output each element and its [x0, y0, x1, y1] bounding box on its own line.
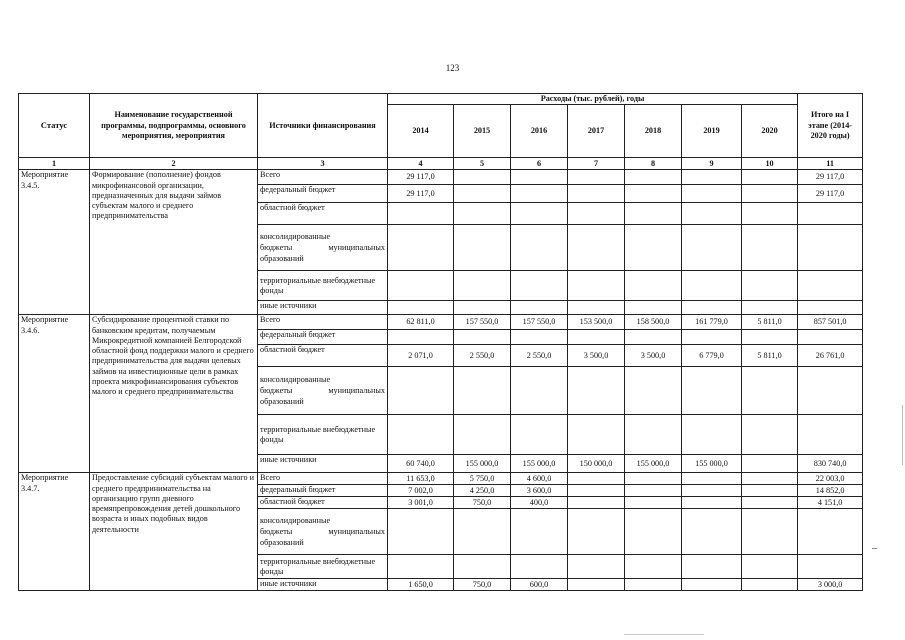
column-number: 7: [568, 158, 625, 170]
year-value: 2 071,0: [388, 345, 454, 367]
year-value: [568, 473, 625, 485]
header-year: 2018: [625, 105, 682, 158]
year-value: [742, 271, 798, 301]
year-value: [454, 203, 511, 225]
total-value: [798, 330, 863, 345]
column-number: 9: [682, 158, 742, 170]
column-number: 8: [625, 158, 682, 170]
source-word: бюджеты: [260, 527, 293, 537]
source-consolidated: [258, 367, 388, 415]
total-value: 4 151,0: [798, 497, 863, 509]
year-value: 6 779,0: [682, 345, 742, 367]
year-value: [511, 330, 568, 345]
year-value: [388, 301, 454, 315]
year-value: 155 000,0: [454, 455, 511, 473]
year-value: [454, 367, 511, 415]
page-number: 123: [445, 63, 460, 73]
year-value: [742, 455, 798, 473]
year-value: [568, 185, 625, 203]
scan-bottom-mark: [624, 634, 704, 635]
source-all: Всего: [258, 170, 388, 185]
year-value: 400,0: [511, 497, 568, 509]
column-number: 4: [388, 158, 454, 170]
measure-status: Мероприятие 3.4.6.: [19, 315, 90, 473]
source-regional: областной бюджет: [258, 345, 388, 367]
year-value: [625, 301, 682, 315]
total-value: [798, 509, 863, 555]
year-value: [625, 330, 682, 345]
year-value: [742, 301, 798, 315]
year-value: [511, 555, 568, 579]
year-value: [682, 330, 742, 345]
column-number: 6: [511, 158, 568, 170]
source-territorial: территориальные внебюджетные фонды: [258, 271, 388, 301]
source-line: [260, 242, 385, 253]
year-value: 62 811,0: [388, 315, 454, 330]
column-number: 5: [454, 158, 511, 170]
header-source: Источники финансирования: [258, 94, 388, 158]
year-value: 7 002,0: [388, 485, 454, 497]
column-number: 11: [798, 158, 863, 170]
header-year: 2020: [742, 105, 798, 158]
year-value: 4 250,0: [454, 485, 511, 497]
header-year: 2014: [388, 105, 454, 158]
year-value: [682, 579, 742, 591]
year-value: [742, 415, 798, 455]
year-value: 3 600,0: [511, 485, 568, 497]
year-value: [388, 555, 454, 579]
year-value: [511, 170, 568, 185]
year-value: [454, 170, 511, 185]
source-line: образований: [260, 538, 304, 548]
year-value: [625, 185, 682, 203]
header-total: Итого на I этапе (2014-2020 годы): [798, 94, 863, 158]
year-value: 155 000,0: [511, 455, 568, 473]
year-value: [568, 271, 625, 301]
year-value: [682, 367, 742, 415]
source-other: иные источники: [258, 579, 388, 591]
year-value: 29 117,0: [388, 185, 454, 203]
source-line: образований: [260, 397, 304, 407]
year-value: [682, 301, 742, 315]
year-value: 5 811,0: [742, 315, 798, 330]
year-value: [682, 225, 742, 271]
source-regional: областной бюджет: [258, 203, 388, 225]
source-line: консолидированные: [260, 375, 331, 385]
total-value: [798, 555, 863, 579]
column-number: 10: [742, 158, 798, 170]
table-row: [19, 315, 863, 330]
year-value: [742, 185, 798, 203]
year-value: [568, 170, 625, 185]
year-value: [742, 367, 798, 415]
year-value: [568, 301, 625, 315]
header-status: Статус: [19, 94, 90, 158]
total-value: 29 117,0: [798, 170, 863, 185]
year-value: [682, 485, 742, 497]
year-value: [625, 473, 682, 485]
year-value: [511, 203, 568, 225]
measure-status: Мероприятие 3.4.5.: [19, 170, 90, 315]
year-value: [454, 330, 511, 345]
source-consolidated: [258, 509, 388, 555]
year-value: [511, 509, 568, 555]
year-value: [682, 473, 742, 485]
source-federal: федеральный бюджет: [258, 330, 388, 345]
year-value: 157 550,0: [511, 315, 568, 330]
year-value: 5 750,0: [454, 473, 511, 485]
year-value: 3 500,0: [625, 345, 682, 367]
year-value: [682, 555, 742, 579]
source-regional: областной бюджет: [258, 497, 388, 509]
total-value: 26 761,0: [798, 345, 863, 367]
header-name: Наименование государственной программы, подпрограммы, основного мероприятия, мероприятия: [90, 94, 258, 158]
source-other: иные источники: [258, 455, 388, 473]
year-value: [682, 170, 742, 185]
year-value: 3 500,0: [568, 345, 625, 367]
year-value: [742, 497, 798, 509]
header-year: 2016: [511, 105, 568, 158]
year-value: [742, 509, 798, 555]
year-value: [568, 415, 625, 455]
year-value: [568, 203, 625, 225]
year-value: 29 117,0: [388, 170, 454, 185]
header-expenses: Расходы (тыс. рублей), годы: [388, 94, 798, 105]
source-federal: федеральный бюджет: [258, 485, 388, 497]
total-value: 857 501,0: [798, 315, 863, 330]
year-value: 158 500,0: [625, 315, 682, 330]
source-line: [260, 385, 385, 396]
total-value: 3 000,0: [798, 579, 863, 591]
year-value: [568, 225, 625, 271]
measure-name: Формирование (пополнение) фондов микрофинансовой организации, предназначенных для выдачи займов субъектам малого и среднего предпринимательства: [90, 170, 258, 315]
source-word: муниципальных: [328, 527, 385, 537]
year-value: [388, 225, 454, 271]
year-value: [625, 203, 682, 225]
year-value: 153 500,0: [568, 315, 625, 330]
budget-table: [18, 93, 863, 591]
year-value: [511, 415, 568, 455]
year-value: [568, 330, 625, 345]
year-value: [454, 509, 511, 555]
scan-dash-mark: [872, 548, 877, 549]
year-value: [742, 555, 798, 579]
year-value: [682, 415, 742, 455]
column-number: 1: [19, 158, 90, 170]
measure-name: Субсидирование процентной ставки по банковским кредитам, получаемым Микрокредитной компанией Белгородской областной фонд поддержки малого и среднего предпринимательства для выдачи целевых займов на инвестиционные цели в рамках проекта микрофинансирования субъектов малого и среднего предпринимательства: [90, 315, 258, 473]
year-value: 600,0: [511, 579, 568, 591]
source-word: муниципальных: [328, 243, 385, 253]
total-value: [798, 301, 863, 315]
table-body: [19, 170, 863, 591]
year-value: [568, 367, 625, 415]
year-value: 11 653,0: [388, 473, 454, 485]
year-value: [388, 271, 454, 301]
year-value: 161 779,0: [682, 315, 742, 330]
year-value: [625, 271, 682, 301]
year-value: [742, 473, 798, 485]
year-value: 155 000,0: [682, 455, 742, 473]
header-year: 2017: [568, 105, 625, 158]
year-value: [454, 185, 511, 203]
year-value: [625, 497, 682, 509]
total-value: [798, 271, 863, 301]
total-value: 830 740,0: [798, 455, 863, 473]
year-value: [568, 579, 625, 591]
year-value: [454, 271, 511, 301]
year-value: [682, 509, 742, 555]
source-territorial: территориальные внебюджетные фонды: [258, 555, 388, 579]
year-value: [625, 485, 682, 497]
year-value: [454, 225, 511, 271]
year-value: [511, 271, 568, 301]
year-value: [568, 497, 625, 509]
source-line: образований: [260, 254, 304, 264]
source-all: Всего: [258, 473, 388, 485]
year-value: [742, 330, 798, 345]
year-value: [511, 367, 568, 415]
year-value: [388, 330, 454, 345]
year-value: [511, 301, 568, 315]
year-value: 150 000,0: [568, 455, 625, 473]
year-value: [568, 509, 625, 555]
measure-status: Мероприятие 3.4.7.: [19, 473, 90, 591]
source-word: бюджеты: [260, 386, 293, 396]
source-line: консолидированные: [260, 232, 331, 242]
year-value: [682, 497, 742, 509]
year-value: [625, 415, 682, 455]
year-value: [625, 555, 682, 579]
total-value: 22 003,0: [798, 473, 863, 485]
year-value: [454, 301, 511, 315]
total-value: 29 117,0: [798, 185, 863, 203]
total-value: [798, 367, 863, 415]
column-number: 3: [258, 158, 388, 170]
year-value: [568, 555, 625, 579]
year-value: [511, 185, 568, 203]
year-value: 157 550,0: [454, 315, 511, 330]
source-other: иные источники: [258, 301, 388, 315]
year-value: [625, 509, 682, 555]
year-value: [568, 485, 625, 497]
table-row: [19, 473, 863, 485]
source-federal: федеральный бюджет: [258, 185, 388, 203]
year-value: [742, 225, 798, 271]
year-value: [625, 579, 682, 591]
year-value: [742, 203, 798, 225]
year-value: 5 811,0: [742, 345, 798, 367]
table-row: [19, 170, 863, 185]
year-value: [625, 170, 682, 185]
source-line: консолидированные: [260, 516, 331, 526]
year-value: [742, 170, 798, 185]
source-territorial: территориальные внебюджетные фонды: [258, 415, 388, 455]
source-consolidated: [258, 225, 388, 271]
source-word: бюджеты: [260, 243, 293, 253]
year-value: [625, 225, 682, 271]
year-value: [682, 271, 742, 301]
year-value: 1 650,0: [388, 579, 454, 591]
year-value: [388, 415, 454, 455]
year-value: 750,0: [454, 579, 511, 591]
total-value: 14 852,0: [798, 485, 863, 497]
year-value: [388, 203, 454, 225]
measure-name: Предоставление субсидий субъектам малого и среднего предпринимательства на организацию групп дневного времяпрепровождения детей дошкольного возраста и иных подобных видов деятельности: [90, 473, 258, 591]
year-value: 750,0: [454, 497, 511, 509]
year-value: 2 550,0: [511, 345, 568, 367]
year-value: [454, 415, 511, 455]
column-number: 2: [90, 158, 258, 170]
total-value: [798, 203, 863, 225]
source-all: Всего: [258, 315, 388, 330]
year-value: [682, 185, 742, 203]
year-value: [682, 203, 742, 225]
year-value: [742, 579, 798, 591]
total-value: [798, 415, 863, 455]
header-year: 2015: [454, 105, 511, 158]
year-value: 2 550,0: [454, 345, 511, 367]
year-value: [388, 367, 454, 415]
year-value: 4 600,0: [511, 473, 568, 485]
source-word: муниципальных: [328, 386, 385, 396]
year-value: [511, 225, 568, 271]
source-line: [260, 526, 385, 537]
year-value: 60 740,0: [388, 455, 454, 473]
year-value: [742, 485, 798, 497]
scan-edge-mark: [902, 405, 903, 465]
year-value: [388, 509, 454, 555]
year-value: [625, 367, 682, 415]
header-year: 2019: [682, 105, 742, 158]
year-value: 155 000,0: [625, 455, 682, 473]
year-value: 3 001,0: [388, 497, 454, 509]
total-value: [798, 225, 863, 271]
year-value: [454, 555, 511, 579]
